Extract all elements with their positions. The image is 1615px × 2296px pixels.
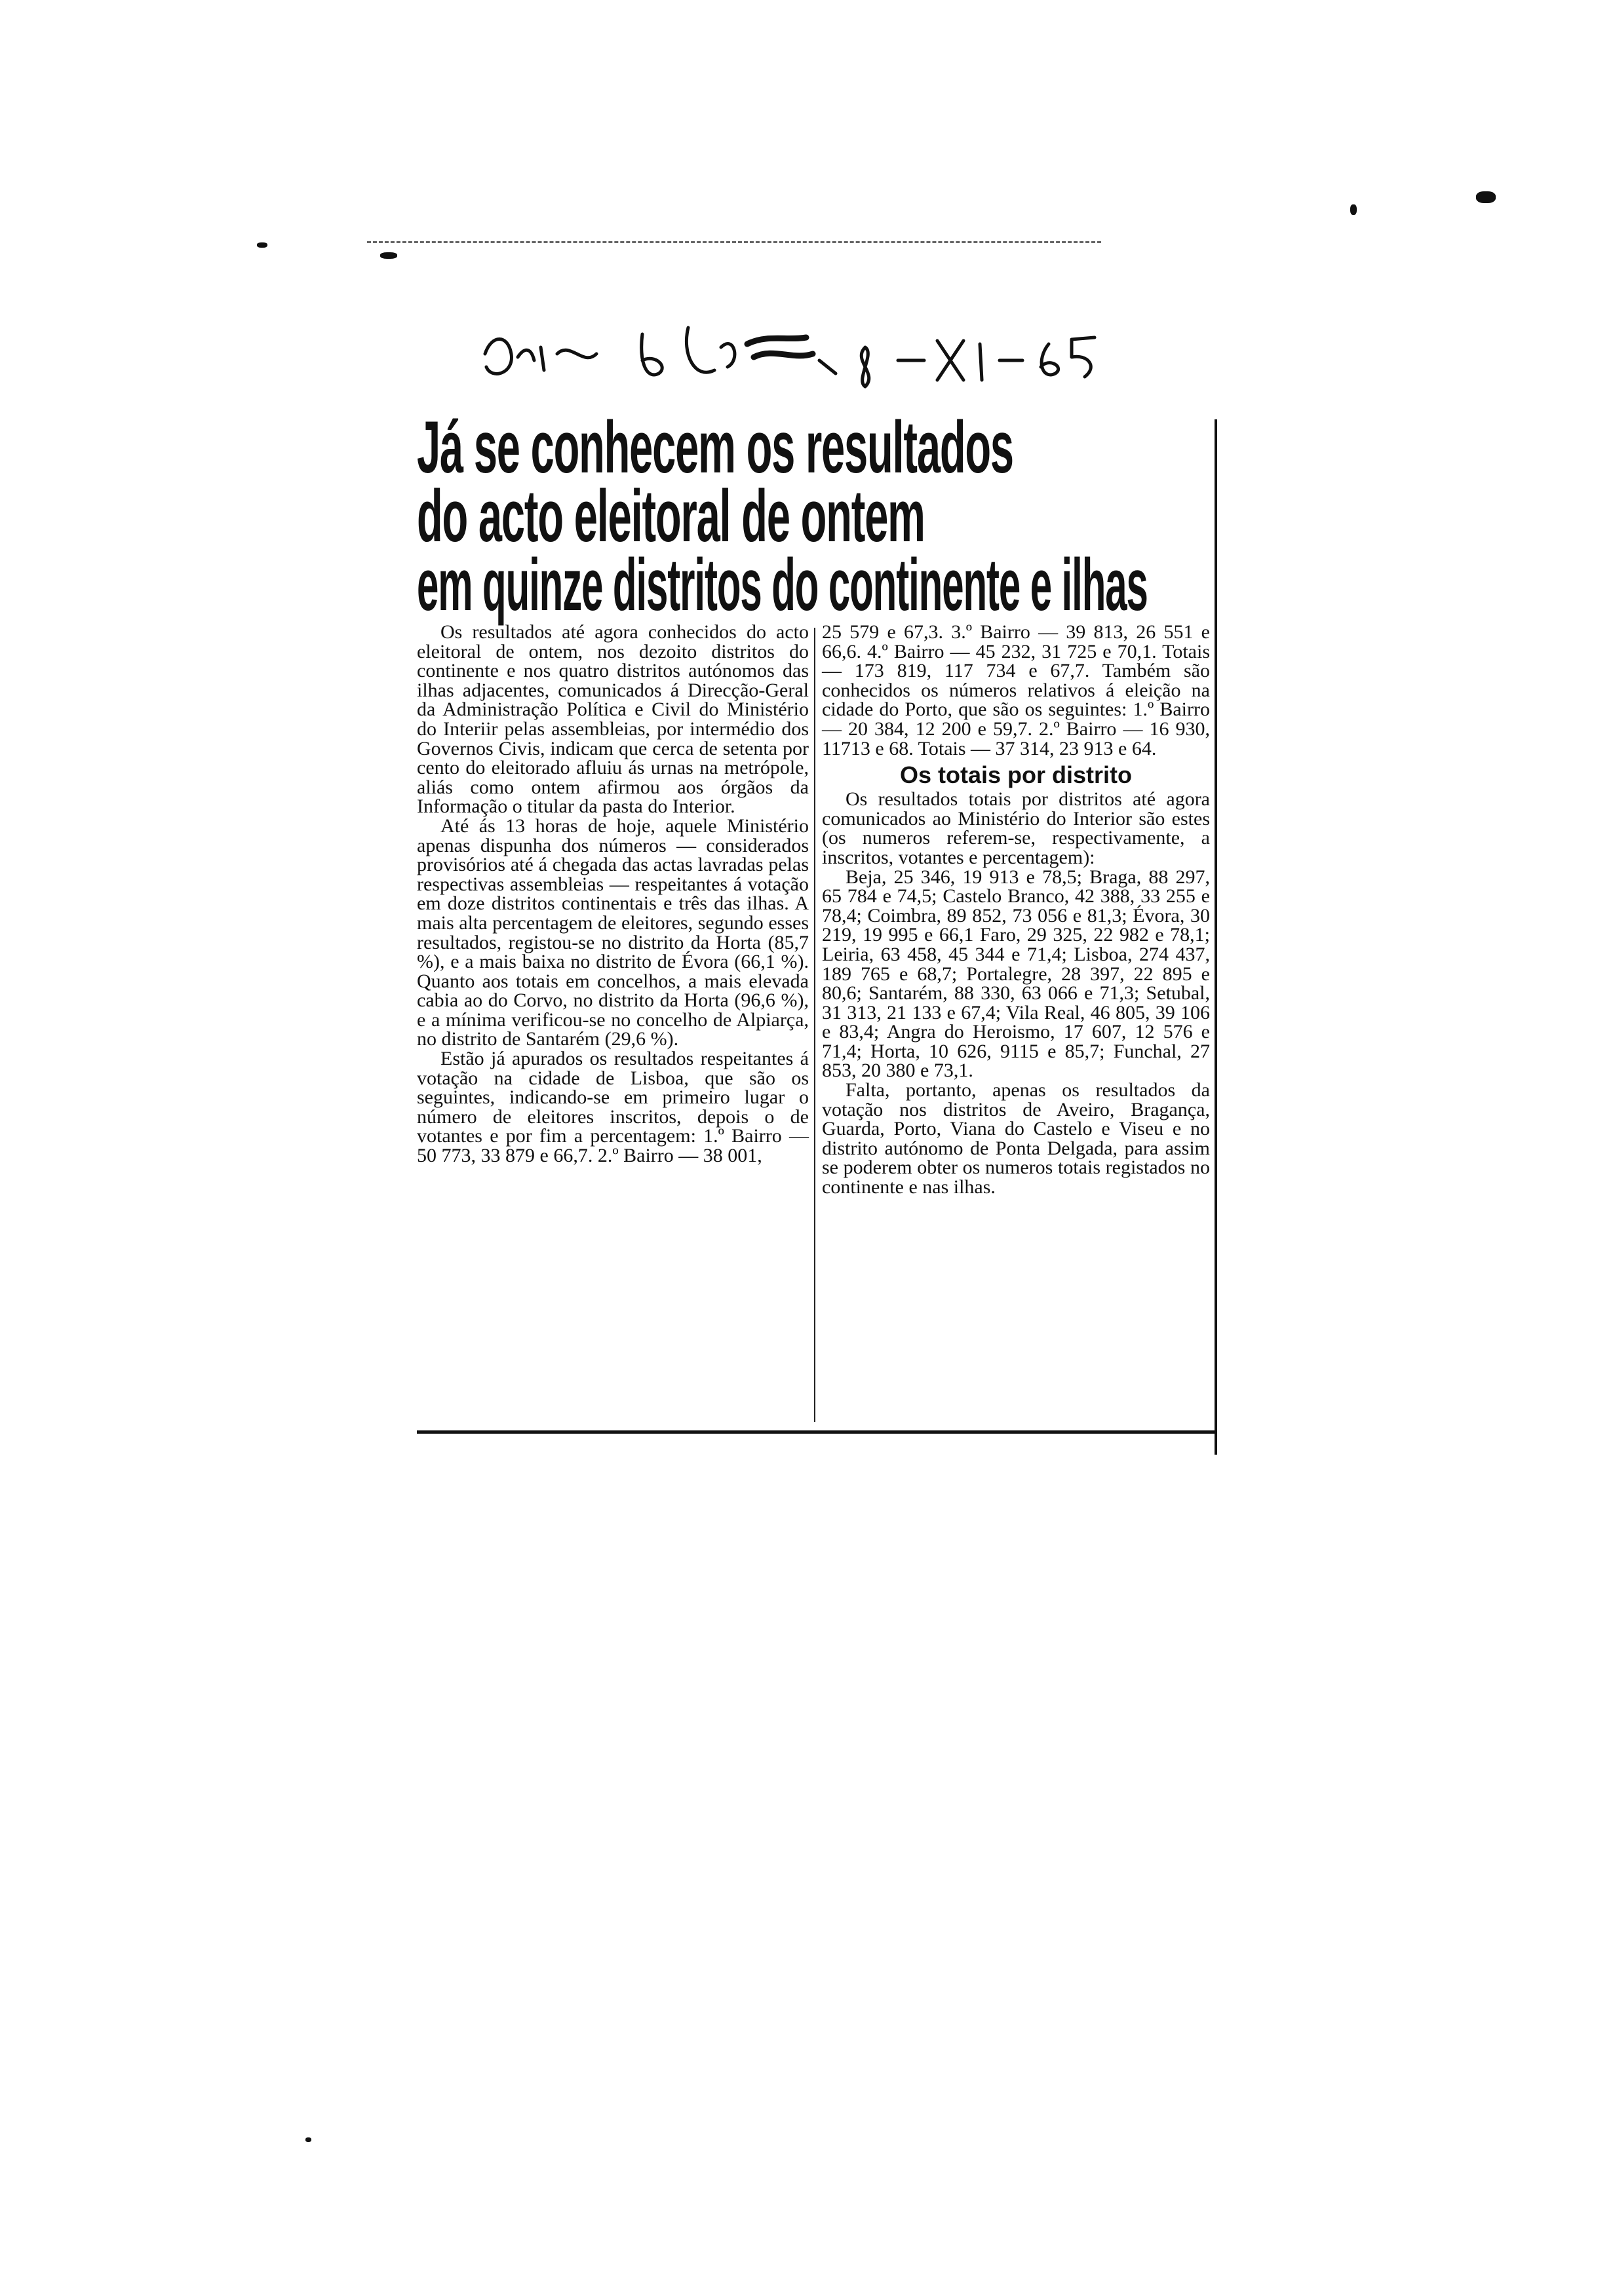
article-column-2 [822, 622, 1210, 1197]
paragraph: Estão já apurados os resultados respeitantes á votação na cidade de Lisboa, que são os seguintes, indicando-se em primeiro lugar o número de eleitores inscritos, depois o de votantes e por fim a percentagem: 1.º Bairro — 50 773, 33 879 e 66,7. 2.º Bairro — 38 001, [417, 1048, 809, 1167]
article-column-1 [417, 622, 809, 1166]
scan-speck [305, 2137, 311, 2142]
paragraph: Os resultados totais por distritos até agora comunicados ao Ministério do Interior são estes (os numeros referem-se, respectivamente, a inscritos, votantes e percentagem): [822, 788, 1210, 868]
headline-line-3: em quinze distritos do continente e ilhas [417, 544, 1148, 626]
cut-line [367, 241, 1101, 243]
article-bottom-rule [417, 1430, 1215, 1434]
handwritten-note-scribble [478, 308, 1121, 406]
subheading: Os totais por distrito [899, 761, 1133, 789]
scan-speck [380, 252, 397, 259]
headline-line-1: Já se conhecem os resultados [417, 406, 1013, 488]
paragraph: Até ás 13 horas de hoje, aquele Ministério apenas dispunha dos números — considerados provisórios até á chegada das actas lavradas pelas respectivas assembleias — respeitantes á votação em doze distritos continentais e três das ilhas. A mais alta percentagem de eleitores, segundo esses resultados, registou-se no distrito da Horta (85,7 %), e a mais baixa no distrito de Évora (66,1 %). Quanto aos totais em concelhos, a mais elevada cabia ao do Corvo, no distrito da Horta (96,6 %), e a mínima verificou-se no concelho de Alpiarça, no distrito de Santarém (29,6 %). [417, 814, 809, 1050]
handwritten-note [478, 308, 1121, 406]
scan-speck [1476, 191, 1496, 203]
paragraph: Falta, portanto, apenas os resultados da votação nos distritos de Aveiro, Bragança, Guarda, Porto, Viana do Castelo e Viseu e no distrito autónomo de Ponta Delgada, para assim se poderem obter os numeros totais registados no continente e nas ilhas. [822, 1079, 1210, 1198]
paragraph: 25 579 e 67,3. 3.º Bairro — 39 813, 26 551 e 66,6. 4.º Bairro — 45 232, 31 725 e 70,1. Totais — 173 819, 117 734 e 67,7. Também são conhecidos os números relativos á eleição na cidade do Porto, que são os seguintes: 1.º Bairro — 20 384, 12 200 e 59,7. 2.º Bairro — 16 930, 11713 e 68. Totais — 37 314, 23 913 e 64. [822, 621, 1210, 759]
scan-speck [257, 242, 267, 248]
headline-line-2: do acto eleitoral de ontem [417, 475, 925, 557]
paragraph: Beja, 25 346, 19 913 e 78,5; Braga, 88 297, 65 784 e 74,5; Castelo Branco, 42 388, 33 255 e 78,4; Coimbra, 89 852, 73 056 e 81,3; Évora, 30 219, 19 995 e 66,1 Faro, 29 325, 22 982 e 78,1; Leiria, 63 458, 45 344 e 71,4; Lisboa, 274 437, 189 765 e 68,7; Portalegre, 28 397, 22 895 e 80,6; Santarém, 88 330, 63 066 e 71,3; Setubal, 31 313, 21 133 e 67,4; Vila Real, 46 805, 39 106 e 83,4; Angra do Heroismo, 17 607, 12 576 e 71,4; Horta, 10 626, 9115 e 85,7; Funchal, 27 853, 20 380 e 73,1. [822, 866, 1210, 1082]
paragraph: Os resultados até agora conhecidos do acto eleitoral de ontem, nos dezoito distritos do continente e nos quatro distritos autónomos das ilhas adjacentes, comunicados á Direcção-Geral da Administração Política e Civil do Ministério do Interiir pelas assembleias, por intermédio dos Governos Civis, indicam que cerca de setenta por cento do eleitorado afluiu ás urnas na metrópole, aliás como ontem afirmou aos órgãos da Informação o titular da pasta do Interior. [417, 621, 809, 818]
column-border-right [1215, 419, 1217, 1455]
headline [417, 406, 1213, 626]
column-divider [814, 628, 815, 1422]
scan-speck [1350, 204, 1357, 215]
